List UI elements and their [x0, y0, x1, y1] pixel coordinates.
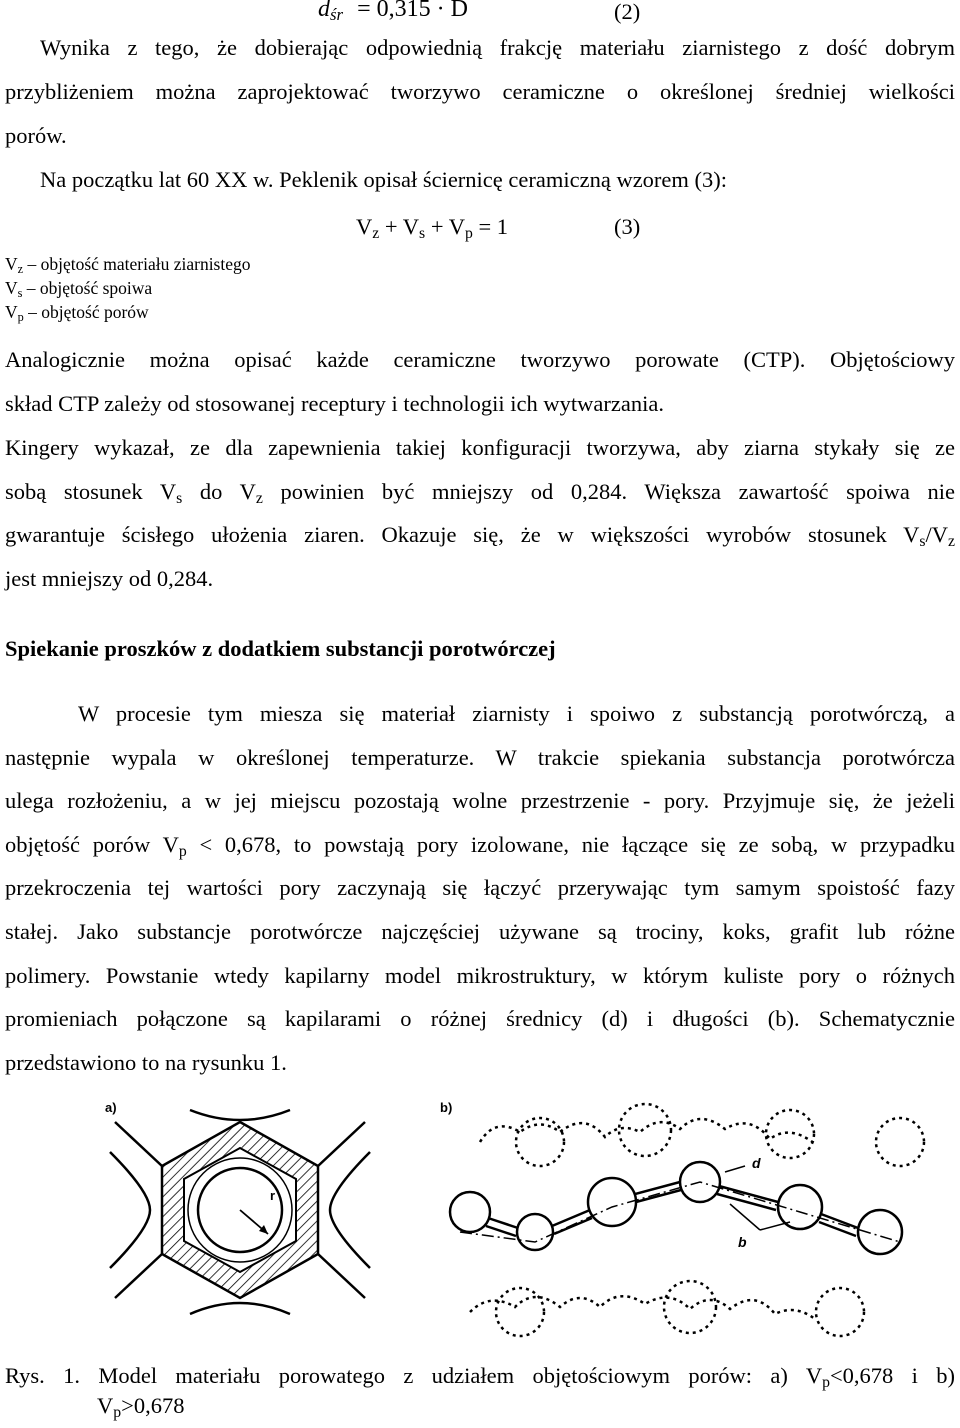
caption-line1 — [5, 1361, 955, 1391]
equation-3-number: (3) — [614, 214, 641, 239]
eq3-vs-v: V — [402, 214, 420, 239]
para5-line7: polimery. Powstanie wtedy kapilarny model mikrostruktury, w którym kuliste pory o różnych — [5, 962, 955, 988]
para5-line1: W procesie tym miesza się materiał ziarnisty i spoiwo z substancją porotwórczą, a — [78, 701, 955, 726]
equation-3 — [356, 205, 508, 249]
para4-sub-z: z — [255, 489, 263, 507]
legend-sub: s — [17, 286, 23, 301]
figure-caption — [5, 1361, 955, 1421]
para1-line1: Wynika z tego, że dobierając odpowiednią frakcję materiału ziarnistego z dość dobrym — [40, 35, 955, 60]
para4-line2c: powinien być mniejszy od 0,284. Większa zawartość spoiwa nie — [262, 478, 956, 504]
figure-1-svg — [0, 1082, 960, 1372]
legend-v: V — [5, 302, 18, 322]
legend-item-vp — [5, 300, 251, 324]
eq3-vp-sub: p — [464, 224, 473, 242]
legend-v: V — [5, 254, 18, 274]
eq2-d: d — [318, 0, 330, 22]
para4-line3b: /V — [925, 522, 948, 548]
legend-item-vs — [5, 276, 251, 300]
para5-line4 — [5, 823, 955, 867]
eq3-vp-v: V — [448, 214, 465, 239]
para4-line2a: sobą stosunek V — [5, 478, 177, 504]
legend-item-vz — [5, 252, 251, 276]
legend-sub: z — [17, 262, 24, 277]
para1-line3: porów. — [5, 122, 67, 148]
legend-text: – objętość spoiwa — [26, 278, 153, 298]
eq2-rhs: = 0,315 · D — [357, 0, 468, 22]
caption-line1b: <0,678 i b) — [829, 1363, 956, 1388]
caption-line2a: V — [97, 1393, 114, 1418]
eq3-vz-sub: z — [372, 224, 380, 242]
para5-line4b: < 0,678, to powstają pory izolowane, nie łączące się ze sobą, w przypadku — [186, 831, 955, 857]
paragraph-4 — [5, 426, 955, 600]
para5-line5: przekroczenia tej wartości pory zaczynają się łączyć przerywając tym samym spoistość fazy — [5, 875, 955, 901]
fig-label-a: a) — [105, 1100, 117, 1115]
legend-sub: p — [17, 310, 24, 325]
para5-line4a: objętość porów V — [5, 831, 179, 857]
section-heading: Spiekanie proszków z dodatkiem substancji porotwórczej — [5, 636, 556, 661]
eq3-eq: = 1 — [478, 214, 509, 239]
para5-sub-p: p — [178, 842, 187, 860]
para1-line2: przybliżeniem można zaprojektować tworzywo ceramiczne o określonej średniej wielkości — [5, 79, 955, 104]
caption-sub-p: p — [822, 1373, 830, 1391]
eq3-plus-1: + — [384, 214, 398, 239]
fig-label-d: d — [752, 1155, 761, 1171]
legend-text: – objętość materiału ziarnistego — [27, 254, 251, 274]
caption-line2 — [5, 1391, 955, 1421]
fig-b-structure — [450, 1104, 924, 1336]
fig-a-structure — [110, 1110, 370, 1314]
para4-line1: Kingery wykazał, ze dla zapewnienia takiej konfiguracji tworzywa, aby ziarna stykały się ze — [5, 435, 955, 460]
para4-sub-z2: z — [948, 533, 955, 551]
caption-line1a: Rys. 1. Model materiału porowatego z udziałem objętościowym porów: a) V — [5, 1363, 823, 1388]
para3-line1: Analogicznie można opisać każde ceramiczne tworzywo porowate (CTP). Objętościowy — [5, 347, 955, 372]
eq3-vz-v: V — [356, 214, 373, 239]
para5-line2: następnie wypala w określonej temperaturze. W trakcie spiekania substancja porotwórcza — [5, 744, 955, 770]
legend — [5, 252, 251, 324]
figure-1 — [0, 1082, 960, 1372]
eq2-sub: śr — [330, 5, 344, 25]
para4-line2 — [5, 470, 955, 514]
fig-label-b: b) — [440, 1100, 453, 1115]
equation-2 — [318, 0, 468, 23]
para4-line3-text: gwarantuje ścisłego ułożenia ziaren. Okazuje się, że w większości wyrobów stosunek V — [5, 522, 920, 548]
eq3-vs-sub: s — [419, 224, 426, 242]
para5-line6: stałej. Jako substancje porotwórcze najczęściej używane są trociny, koks, grafit lub różne — [5, 918, 955, 944]
equation-2-number: (2) — [614, 0, 641, 24]
paragraph-3 — [5, 338, 955, 425]
fig-label-r: r — [270, 1188, 276, 1203]
eq3-plus-2: + — [430, 214, 444, 239]
legend-text: – objętość porów — [28, 302, 149, 322]
legend-v: V — [5, 278, 18, 298]
para4-sub-s2: s — [919, 533, 926, 551]
para3-line2: skład CTP zależy od stosowanej receptury i technologii ich wytwarzania. — [5, 390, 664, 416]
paragraph-1-cont — [5, 70, 955, 157]
para4-line4: jest mniejszy od 0,284. — [5, 565, 214, 591]
para5-line9: przedstawiono to na rysunku 1. — [5, 1049, 287, 1075]
paragraph-2: Na początku lat 60 XX w. Peklenik opisał ściernicę ceramiczną wzorem (3): — [40, 167, 728, 192]
fig-label-bb: b — [738, 1234, 747, 1250]
caption-sub-p2: p — [113, 1403, 122, 1421]
para4-line3 — [5, 513, 955, 557]
para5-line8: promieniach połączone są kapilarami o różnej średnicy (d) i długości (b). Schematycznie — [5, 1006, 955, 1032]
paragraph-1 — [40, 26, 955, 70]
para4-sub-s: s — [176, 489, 183, 507]
caption-line2b: >0,678 — [121, 1393, 185, 1418]
para4-line2b: do V — [182, 478, 256, 504]
para5-line3: ulega rozłożeniu, a w jej miejscu pozostają wolne przestrzenie - pory. Przyjmuje się, że jeżeli — [5, 788, 955, 814]
paragraph-5 — [5, 692, 955, 1084]
